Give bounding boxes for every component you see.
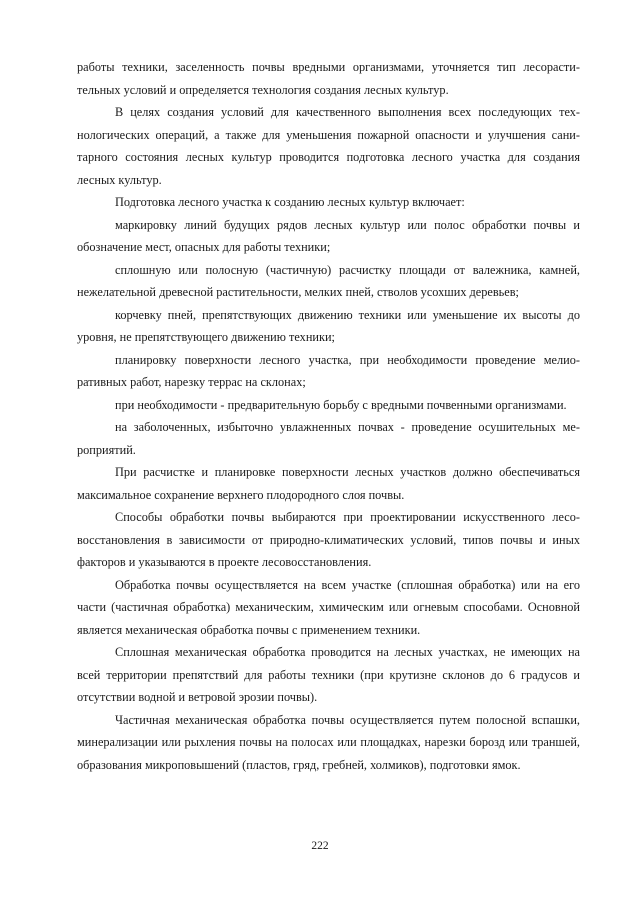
paragraph: Обработка почвы осуществляется на всем участке (сплошная обработка) или на его части (частичная обработка) механическим, химическим или огневым способами. Основной является механическая обработка почвы с применением техники. — [77, 577, 580, 637]
paragraph-continuation: работы техники, заселенность почвы вредными организмами, уточняется тип лесорастительных условий и определяется технология создания лесных культур. — [77, 60, 580, 97]
list-item: планировку поверхности лесного участка, при необходимости проведение мелиоративных работ, нарезку террас на склонах; — [77, 352, 580, 389]
paragraph-list-intro: Подготовка лесного участка к созданию лесных культур включает: — [115, 195, 465, 209]
list-item: сплошную или полосную (частичную) расчистку площади от валежника, камней, нежелательной древесной растительности, мелких пней, стволов усохших деревьев; — [77, 262, 580, 299]
page-number: 222 — [311, 840, 329, 852]
paragraph: Способы обработки почвы выбираются при проектировании искусственного лесовосстановления в зависимости от природно-климатических условий, типов почвы и иных факторов и указываются в проекте лесовосстановления. — [77, 510, 580, 569]
paragraph: При расчистке и планировке поверхности лесных участков должно обеспечиваться максимальное сохранение верхнего плодородного слоя почвы. — [77, 465, 580, 502]
list-item: при необходимости - предварительную борьбу с вредными почвенными организмами. — [115, 397, 567, 412]
list-item: маркировку линий будущих рядов лесных культур или полос обработки почвы и обозначение мест, опасных для работы техники; — [77, 217, 580, 254]
paragraph: Сплошная механическая обработка проводится на лесных участках, не имеющих на всей территории препятствий для работы техники (при крутизне склонов до 6 градусов и отсутствии водной и ветровой эрозии почвы). — [77, 645, 580, 704]
list-item: на заболоченных, избыточно увлажненных почвах - проведение осушительных мероприятий. — [77, 420, 580, 457]
paragraph: В целях создания условий для качественного выполнения всех последующих технологических операций, а также для уменьшения пожарной опасности и улучшения санитарного состояния лесных культур проводится подготовка лесного участка для создания лесных культур. — [77, 105, 580, 187]
body-text — [77, 56, 580, 776]
list-item: корчевку пней, препятствующих движению техники или уменьшение их высоты до уровня, не препятствующего движению техники; — [77, 307, 580, 344]
paragraph: Частичная механическая обработка почвы осуществляется путем полосной вспашки, минерализации или рыхления почвы на полосах или площадках, нарезки борозд или траншей, образования микроповышений (пластов, гряд, гребней, холмиков), подготовки ямок. — [77, 712, 580, 772]
